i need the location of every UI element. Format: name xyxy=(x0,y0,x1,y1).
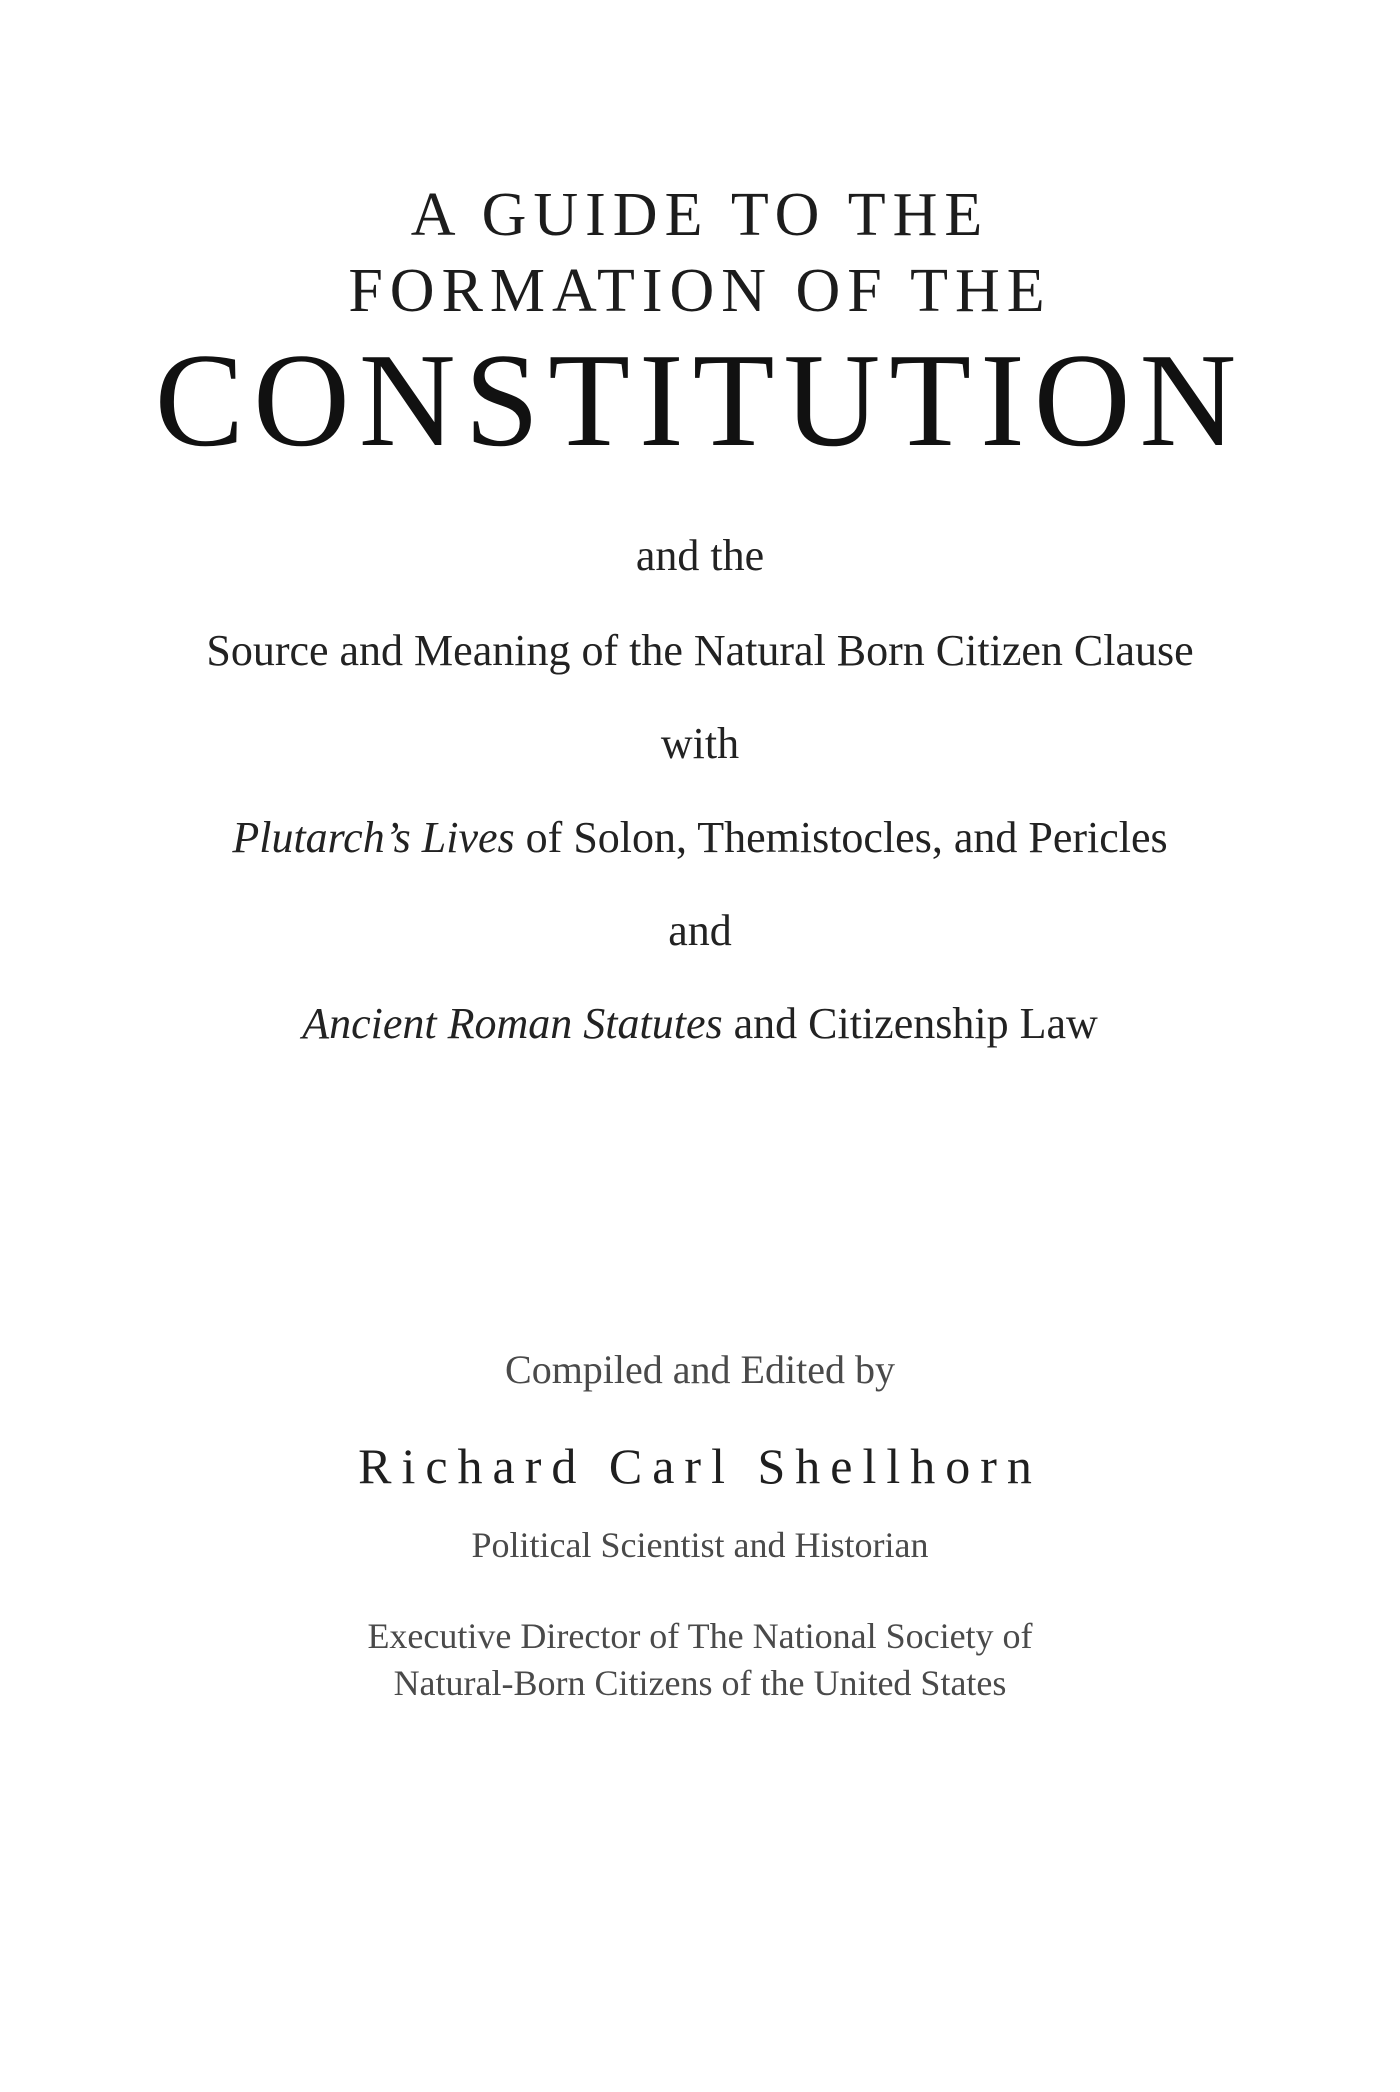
subtitle-source-meaning: Source and Meaning of the Natural Born Citizen Clause xyxy=(206,626,1194,675)
subtitle-with: with xyxy=(660,719,740,768)
subtitle-roman-rest: and Citizenship Law xyxy=(722,999,1098,1048)
subtitle-plutarch-line xyxy=(0,812,1400,864)
author-role-1: Political Scientist and Historian xyxy=(471,1525,929,1565)
title-line-2: FORMATION OF THE xyxy=(348,257,1052,325)
author-role-2-line-1: Executive Director of The National Society of xyxy=(367,1616,1033,1656)
title-line-1: A GUIDE TO THE xyxy=(410,181,990,249)
author-role-2-line-2: Natural-Born Citizens of the United States xyxy=(393,1663,1007,1703)
subtitle-plutarch-title: Plutarch’s Lives xyxy=(232,813,515,862)
subtitle-roman-title: Ancient Roman Statutes xyxy=(302,999,723,1048)
subtitle-and-the: and the xyxy=(635,531,765,580)
author-name: Richard Carl Shellhorn xyxy=(358,1438,1042,1494)
subtitle-roman-line xyxy=(0,998,1400,1050)
title-main: CONSTITUTION xyxy=(154,326,1246,474)
compiled-edited-label: Compiled and Edited by xyxy=(505,1347,895,1392)
subtitle-plutarch-rest: of Solon, Themistocles, and Pericles xyxy=(514,813,1168,862)
subtitle-and: and xyxy=(668,906,732,955)
